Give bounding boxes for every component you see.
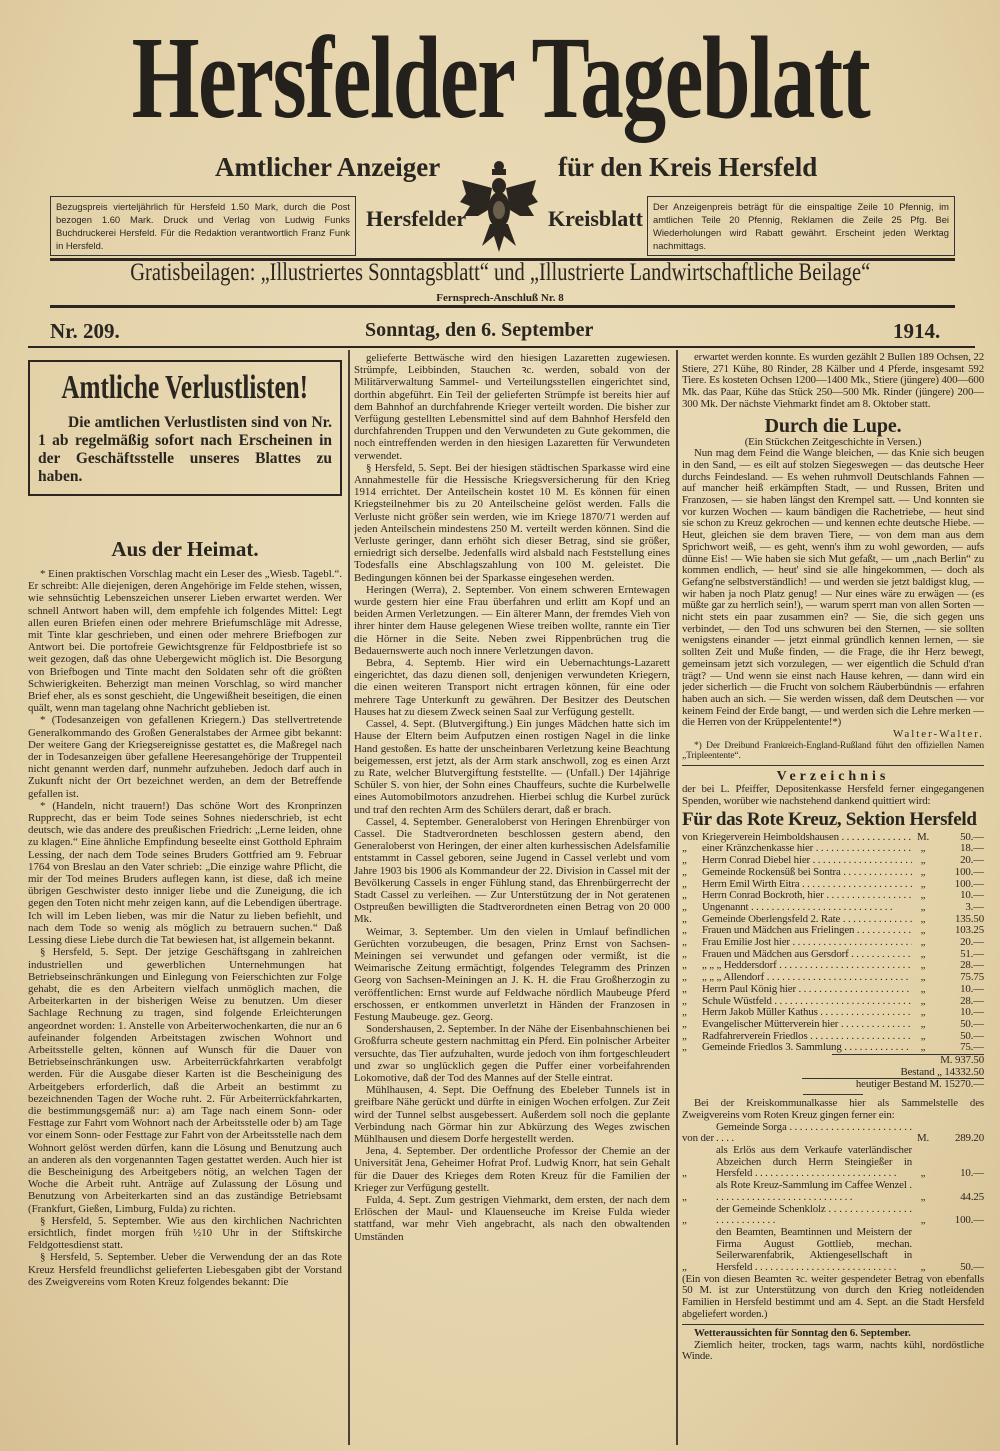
donation-amount: 50.— bbox=[960, 1261, 984, 1274]
donation-unit: „ bbox=[920, 854, 926, 867]
donation-unit: „ bbox=[920, 947, 926, 960]
donation-row bbox=[682, 1031, 984, 1043]
donation-row bbox=[682, 960, 984, 972]
donation-unit: „ bbox=[920, 1006, 926, 1019]
column-divider bbox=[348, 350, 350, 1445]
donation-prefix: „ bbox=[682, 1041, 687, 1054]
donation-name: als Rote Kreuz-Sammlung im Caffee Wenzel . . . bbox=[716, 1180, 912, 1203]
donation-name: Gemeinde Rockensüß bei Sontra . . . bbox=[702, 867, 912, 879]
list-title: Verzeichnis bbox=[776, 769, 890, 785]
subtitle-right: für den Kreis Hersfeld bbox=[558, 152, 818, 182]
donation-amount: 10.— bbox=[960, 1006, 984, 1019]
imperial-eagle-icon bbox=[458, 158, 540, 254]
balance: Bestand „ 14332.50 bbox=[900, 1065, 984, 1078]
donation-name: Gemeinde Sorga . . . bbox=[716, 1122, 912, 1145]
donation-prefix: „ bbox=[682, 924, 687, 937]
donation-name: Frauen und Mädchen aus Frielingen . . . bbox=[702, 925, 912, 937]
article-paragraph: Jena, 4. September. Der ordentliche Professor der Chemie an der Universität Jena, Geheimer Hofrat Prof. Ludwig Knorr, hat sein Gehalt für die Dauer des Krieges dem Roten Kreuz für die Familien der Krieger zur Verfügung gestellt. bbox=[354, 1145, 670, 1194]
article-paragraph: * (Todesanzeigen von gefallenen Kriegern.) Das stellvertretende Generalkommando des Großen Generalstabes der Armee gibt bekannt: Der weitere Gang der Kriegsereignisse gestattet es, die Maßregel nach der in Todesanzeigen über gefallene Heeresangehörige der Truppenteil nicht genannt werden darf, nunmehr aufzuheben. Jedoch darf auch in Zukunft nicht der Ort bezeichnet werden, an dem der Betreffende gefallen ist. bbox=[28, 714, 342, 800]
donation-name: „ „ „ Heddersdorf . . . bbox=[702, 960, 912, 972]
emblem-right-text: Kreisblatt bbox=[548, 206, 643, 231]
issue-date: Sonntag, den 6. September bbox=[365, 319, 594, 341]
article-paragraph: § Hersfeld, 5. Sept. Bei der hiesigen städtischen Sparkasse wird eine Annahmestelle für die Hessische Kriegsversicherung für den Krieg 1914 errichtet. Der Anteilschein kostet 10 M. Es können für einen Kriegsteilnehmer bis zu 20 Anteilscheine gelöst werden. Falls die Verluste nicht größer sein werden, wie im Kriege 1870/71 werden auf jeden Anteilschein mindestens 250 M. verteilt werden können. Sind die Verluste geringer, dann erhöht sich dieser Betrag, sind sie größer, erniedrigt sich derselbe. Jedenfalls wird alsbald nach Feststellung eines Todesfalls eine Abschlagszahlung von 100 M. geleistet. Die Bedingungen können bei der Sparkasse eingesehen werden. bbox=[354, 461, 670, 584]
donation-row bbox=[682, 937, 984, 949]
donation-amount: 75.— bbox=[960, 1041, 984, 1054]
column-3 bbox=[682, 352, 984, 1449]
donation-unit: „ bbox=[920, 1261, 926, 1274]
donation-prefix: „ bbox=[682, 971, 687, 984]
donation-unit: „ bbox=[920, 982, 926, 995]
donation-amount: 103.25 bbox=[954, 924, 984, 937]
donation-prefix: „ bbox=[682, 900, 687, 913]
donation-name: Frau Emilie Jost hier . . . bbox=[702, 937, 912, 949]
donation-prefix: „ bbox=[682, 854, 687, 867]
donation-row bbox=[682, 996, 984, 1008]
donation-prefix: „ bbox=[682, 865, 687, 878]
article-paragraph: § Hersfeld, 5. Sept. Der jetzige Geschäftsgang in zahlreichen industriellen und gewerblichen Unternehmungen hat Betriebseinschränkungen und Einlegung von Feierschichten zur Folge gehabt, die es den Arbeitern vielfach unmöglich machen, die Arbeiterkarten in der bisherigen Weise zu benutzen. Um dieser Sachlage Rechnung zu tragen, sind folgende Erleichterungen angeordnet worden: 1. Anstelle von Arbeiterwochenkarten, die nur an 6 aufeinander folgenden Arbeitstagen zwischen Wohnort und Arbeitsstelle gelten, können auf Wunsch für die Dauer von Betriebseinschränkungen usw. Arbeiterrückfahrkarten verabfolgt werden. Für die Ausgabe dieser Karten ist die Bescheinigung des Arbeitgebers erforderlich, daß die Arbeit an bestimmt zu bezeichnenden Tagen der Woche ruht. 2. Für Arbeiterrückfahrkarten, die bestimmungsgemäß nur: a) am Tage nach einem Sonn- oder Festtage zur Fahrt vom Wohnort nach der Arbeitsstelle oder b) am Tage vor einem Sonn- oder Festtage zur Fahrt von der Arbeitsstelle nach dem Wohnort gelöst werden dürfen, kann die Lösung und Benutzung auch an anderen als den vorgenannten Tagen gestattet werden. Auch hier ist die Bescheinigung des Arbeitgebers nötig, an welchen Tagen der Woche die Arbeit ruht. Anträge auf Zulassung der Lösung und Benutzung von Arbeiterkarten sind an das zuständige Betriebsamt (Frankfurt, Gießen, Limburg, Fulda) zu richten. bbox=[28, 946, 342, 1215]
donation-row bbox=[682, 855, 984, 867]
donation-unit: „ bbox=[920, 924, 926, 937]
donation-prefix: „ bbox=[682, 936, 687, 949]
donation-unit: „ bbox=[920, 912, 926, 925]
article-paragraph: § Hersfeld, 5. September. Ueber die Verwendung der an das Rote Kreuz Hersfeld freundlichst gelieferten Liebesgaben gibt der Vorstand des Zweigvereins vom Roten Kreuz folgendes bekannt: Die bbox=[28, 1251, 342, 1288]
donation-amount: 44.25 bbox=[960, 1190, 984, 1203]
donation-amount: 100.— bbox=[954, 865, 984, 878]
article-paragraph: § Hersfeld, 5. September. Wie aus den kirchlichen Nachrichten ersichtlich, findet morgen früh ½10 Uhr in der Stiftskirche Feldgottesdienst statt. bbox=[28, 1214, 342, 1252]
column-1 bbox=[28, 352, 342, 1449]
donation-prefix: „ bbox=[682, 1017, 687, 1030]
donation-unit: „ bbox=[920, 959, 926, 972]
rule bbox=[682, 1324, 984, 1326]
donation-unit: „ bbox=[920, 889, 926, 902]
current-balance: heutiger Bestand M. 15270.— bbox=[802, 1078, 984, 1091]
donation-amount: 10.— bbox=[960, 982, 984, 995]
donation-row bbox=[682, 1122, 984, 1145]
donation-name: einer Kränzchenkasse hier . . . bbox=[702, 843, 912, 855]
donation-name: Herrn Paul König hier . . . bbox=[702, 984, 912, 996]
article-paragraph: Heringen (Werra), 2. September. Von einem schweren Erntewagen wurde gestern hier eine Frau überfahren und erlitt am Kopf und an beiden Armen Verletzungen. — Ein älterer Mann, der fremdes Vieh von ihrer hinter dem Hause gelegenen Wiese treiben wollte, rannte ein Tier die Hörner in die Seite. Neben zwei Rippenbrüchen trug die Bedauernswerte auch noch innere Verletzungen davon. bbox=[354, 583, 670, 657]
donation-list bbox=[682, 832, 984, 1054]
donation-prefix: „ bbox=[682, 1214, 687, 1227]
donation-amount: 135.50 bbox=[954, 912, 984, 925]
donation-name: Evangelischer Mütterverein hier . . . bbox=[702, 1019, 912, 1031]
donation-unit: „ bbox=[920, 865, 926, 878]
rule bbox=[50, 305, 955, 308]
donation-name: Herrn Jakob Müller Kathus . . . bbox=[702, 1007, 912, 1019]
rule bbox=[682, 765, 984, 767]
donation-prefix: „ bbox=[682, 1190, 687, 1203]
donation-prefix: „ bbox=[682, 994, 687, 1007]
donation-row bbox=[682, 949, 984, 961]
advert-price-box: Der Anzeigenpreis beträgt für die einspaltige Zeile 10 Pfennig, im amtlichen Teile 20 Pfennig, Reklamen die Zeile 25 Pfg. Bei Wiederholungen wird Rabatt gewährt. Erscheint jeden Werktag nachmittags. bbox=[647, 196, 955, 256]
article-paragraph: Cassel, 4. September. Generaloberst von Heringen Ehrenbürger von Cassel. Die Stadtverordneten beschlossen gestern abend, den Generaloberst von Heringen, der einer alten kurhessischen Adelsfamilie entstammt in Cassel geboren, seine Jugend in Cassel verlebt und vom Jahre 1903 bis 1906 als Kommandeur der 22. Division in Cassel mit der Bevölkerung Cassels in enger Fühlung stand, das Ehrenbürgerrecht der Stadt Cassel zu verleihen. — Zur Unterstützung der in Not geratenen Ostpreußen bewilligten die Stadtverordneten einen Betrag von 20 000 Mk. bbox=[354, 815, 670, 926]
donation-name: „ „ „ Allendorf . . . bbox=[702, 972, 912, 984]
donation-unit: M. bbox=[916, 1132, 930, 1145]
donation-unit: „ bbox=[920, 994, 926, 1007]
donation-amount: 75.75 bbox=[960, 971, 984, 984]
donation-row bbox=[682, 1042, 984, 1054]
donation-row bbox=[682, 867, 984, 879]
donation-prefix: „ bbox=[682, 982, 687, 995]
poem-title: Durch die Lupe. bbox=[764, 414, 902, 437]
list-intro: der bei L. Pfeiffer, Depositenkasse Hersfeld ferner eingegangenen Spenden, worüber wie nachstehend dankend quittiert wird: bbox=[682, 783, 984, 807]
article-paragraph: * (Handeln, nicht trauern!) Das schöne Wort des Kronprinzen Rupprecht, das er beim Tode seines Sohnes niederschrieb, ist echt deutsch, wie das andere des preußischen Friedrich: „Lerne leiden, ohne zu klagen.“ Eine ähnliche Empfindung beseelte einst Gotthold Ephraim Lessing, der nach dem Tode seines Bruders Gottfried am 9. Februar 1764 von Breslau an den Vater schrieb: „Die einzige wahre Pflicht, die mir der Tod meines Bruders auflegen kann, ist diese, daß ich meine übrigen Geschwister desto inniger liebe und die Zuneigung, die ich gegen den Toten nicht mehr zeigen kann, auf die Lebendigen übertrage. Ich will im Leben lieben, was mir die Natur zu lieben befiehlt, und nach dem Tode so wenig als möglich zu betrauern suchen.“ Daß Lessing diese Liebe durch die Tat bewiesen hat, ist allgemein bekannt. bbox=[28, 799, 342, 947]
donation-unit: „ bbox=[920, 877, 926, 890]
article-paragraph: Sondershausen, 2. September. In der Nähe der Eisenbahnschienen bei Großfurra scheute gestern nachmittag ein Pferd. Ein polnischer Arbeiter versuchte, das Tier aufzuhalten, wurde jedoch von ihm fortgeschleudert und zwar so unglücklich gegen die Puffer einer vorbeifahrenden Lokomotive, daß der Tod des Mannes auf der Stelle eintrat. bbox=[354, 1023, 670, 1084]
donation-row bbox=[682, 1180, 984, 1203]
donation-name: Herrn Conrad Diebel hier . . . bbox=[702, 855, 912, 867]
donation-name: als Erlös aus dem Verkaufe vaterländischer Abzeichen durch Herrn Steingießer in Hersfeld . . . bbox=[716, 1145, 912, 1180]
donation-unit: „ bbox=[920, 936, 926, 949]
donation-row bbox=[682, 984, 984, 996]
issue-number: Nr. 209. bbox=[50, 319, 120, 343]
supplements-line: Gratisbeilagen: „Illustriertes Sonntagsblatt“ und „Illustrierte Landwirtschaftliche Beilage“ bbox=[129, 259, 871, 286]
donation-unit: „ bbox=[920, 1167, 926, 1180]
donation-row bbox=[682, 890, 984, 902]
subtitle-left: Amtlicher Anzeiger bbox=[215, 152, 441, 182]
donation-row bbox=[682, 832, 984, 844]
donation-row bbox=[682, 1227, 984, 1274]
rule bbox=[28, 346, 975, 348]
donation-name: Kriegerverein Heimboldshausen . . . bbox=[702, 832, 912, 844]
donation-amount: 51.— bbox=[960, 947, 984, 960]
donation-unit: M. bbox=[916, 830, 930, 843]
donation-unit: „ bbox=[920, 1190, 926, 1203]
donation-amount: 20.— bbox=[960, 854, 984, 867]
loss-lists-notice bbox=[28, 360, 342, 496]
donation-name: der Gemeinde Schenklolz . . . bbox=[716, 1204, 912, 1227]
donation-amount: 10.— bbox=[960, 1167, 984, 1180]
donation-prefix: „ bbox=[682, 1006, 687, 1019]
poem-author: Walter-Walter. bbox=[892, 728, 984, 741]
issue-year: 1914. bbox=[893, 319, 941, 343]
weather-text: Ziemlich heiter, trocken, tags warm, nachts kühl, nordöstliche Winde. bbox=[682, 1338, 984, 1363]
donation-amount: 50.— bbox=[960, 830, 984, 843]
list-heading: Für das Rote Kreuz, Sektion Hersfeld bbox=[682, 808, 977, 830]
subscription-box: Bezugspreis vierteljährlich für Hersfeld 1.50 Mark, durch die Post bezogen 1.60 Mark. Druck und Verlag von Ludwig Funks Buchdruckerei Hersfeld. Für die Redaktion verantwortlich Franz Funk in Hersfeld. bbox=[50, 196, 356, 256]
donation-row bbox=[682, 925, 984, 937]
subtotal: M. 937.50 bbox=[832, 1054, 984, 1067]
donation-prefix: von der bbox=[682, 1132, 714, 1145]
donation-prefix: „ bbox=[682, 1261, 687, 1274]
donation-prefix: „ bbox=[682, 1029, 687, 1042]
donation-amount: 20.— bbox=[960, 936, 984, 949]
article-paragraph: * Einen praktischen Vorschlag macht ein Leser des „Wiesb. Tagebl.“. Er schreibt: Alle diejenigen, deren Angehörige im Felde stehen, wissen, wie sehnsüchtig Lebenszeichen unserer Lieben erwartet werden. Wer schnell Antwort haben will, dem empfehle ich folgendes Mittel: Legt allen euren Briefen einen oder mehrere Briefumschläge mit Adresse, mit Tinte klar geschrieben, und einen oder mehrere Briefbogen zur Antwort bei. Die portofreie Gewichtsgrenze für Feldpostbriefe ist so weit gezogen, daß das ohne Uebergewicht möglich ist. Die Besorgung von Briefbogen und Tinte macht den Soldaten sehr oft die größten Schwierigkeiten. Beherzigt man meinen Vorschlag, so wird mancher Brief eher, als es sonst geschieht, die Ungewißheit beseitigen, die einen quält, wenn man tagelang ohne Nachricht geblieben ist. bbox=[28, 568, 342, 715]
donation-prefix: „ bbox=[682, 1167, 687, 1180]
kreis-intro: Bei der Kreiskommunalkasse hier als Sammelstelle des Zweigvereins vom Roten Kreuz gingen ferner ein: bbox=[682, 1097, 984, 1121]
article-paragraph: Weimar, 3. September. Um den vielen in Umlauf befindlichen Gerüchten vorzubeugen, die besagen, Prinz Ernst von Sachsen-Meiningen sei verwundet und gefangen oder vermißt, ist die Weimarische Zeitung ermächtigt, folgendes Telegramm des Prinzen Georg von Sachsen-Meiningen an J. K. H. die Frau Großherzogin zu veröffentlichen: Ernst wurde auf Feldwache nördlich Maubeuge Pferd erschossen, er entkommen unverletzt in Händen der Franzosen in Festung Maubeuge. gez. Georg. bbox=[354, 925, 670, 1023]
article-paragraph: Bebra, 4. Septemb. Hier wird ein Uebernachtungs-Lazarett eingerichtet, das dazu dienen soll, denjenigen verwundeten Kriegern, die einen weiteren Transport nicht ertragen können, für eine oder mehrere Tage Unterkunft zu gewähren. Der Besitzer des Deutschen Hauses hat zu diesem Zweck seinen Saal zur Verfügung gestellt. bbox=[354, 657, 670, 718]
kreis-note: (Ein von diesen Beamten ꝛc. weiter gespendeter Betrag von ebenfalls 50 M. ist zur Unterstützung von durch den Krieg notleidenden Familien in Hersfeld bestimmt und am 4. Sept. an die Stadt Hersfeld abgeliefert worden.) bbox=[682, 1272, 984, 1320]
donation-unit: „ bbox=[920, 842, 926, 855]
donation-unit: „ bbox=[920, 1214, 926, 1227]
donation-prefix: „ bbox=[682, 947, 687, 960]
donation-row bbox=[682, 972, 984, 984]
donation-name: Schule Wüstfeld . . . bbox=[702, 996, 912, 1008]
donation-amount: 3.— bbox=[965, 900, 984, 913]
article-list bbox=[354, 352, 670, 1243]
donation-amount: 18.— bbox=[960, 842, 984, 855]
masthead-title: Hersfelder Tageblatt bbox=[131, 12, 869, 143]
donation-row bbox=[682, 843, 984, 855]
donation-name: Herrn Conrad Bockroth, hier . . . bbox=[702, 890, 912, 902]
donation-row bbox=[682, 914, 984, 926]
notice-text: Die amtlichen Verlustlisten sind von Nr. 1 ab regelmäßig sofort nach Erscheinen in der Geschäftsstelle unseres Blattes zu haben. bbox=[38, 414, 332, 485]
poem-text: Nun mag dem Feind die Wange bleichen, — das Knie sich beugen in den Sand, — es eilt auf stolzen Siegeswegen — das deutsche Heer durchs Feindesland. — Es wehen ruhmvoll Deutschlands Fahnen — auf mancher heiß erkämpften Stadt, — und Russen, Briten und Franzosen, — sie haben längst den Krempel satt. — Und konnten sie vor kurzen Wochen — kaum bändigen die Rachetriebe, — heut sind sie schon zu Kreuz gekrochen — und kennen echte deutsche Hiebe. — Heut, gleichen sie dem braven Tiere, — von dem man aus dem Sprichwort weiß, — es geht, wenn's ihm zu wohl geworden, — aufs dünne Eis! — Wie haben sie sich Mut gefaßt, — um „nach Berlin“ zu kommen endlich, — heut' sind sie alle hingekommen, — doch als Gefang'ne selbstverständlich! — und werden sie jetzt baldigst klug, — wir haben ja noch Platz genug! — Nur eines wäre zu erwägen — (es müßte gar zu herrlich sein!), — warum sperrt man von allen Sorten — nicht stets ein paar zusammen ein? — Sie, die sich gegen uns verbindet, — den Tod uns schwuren bei den Sternen, — sie sollten wenigstens einander — jetzt einmal gründlich kennen lernen, — sie sollten Zeit und Muße finden, — die Frage, die ihr Herz bewegt, gemeinsam jetzt sich vorzulegen, — wer eigentlich die Schuld d'ran trägt? — Und wenn sie einst nach Hause kehren, — dann wird ein jeder sicherlich — die Frucht von solchem Räuberbündnis — erfahren haben auch an sich. — Sie werden wissen, daß dem Deutschen — vor keinem Feind der Erde bangt, — und werden sich die Lehre merken — die Herren von der Krüppelentente!*) bbox=[682, 447, 984, 729]
donation-amount: 28.— bbox=[960, 959, 984, 972]
donation-row bbox=[682, 902, 984, 914]
donation-amount: 289.20 bbox=[954, 1132, 984, 1145]
donation-amount: 50.— bbox=[960, 1017, 984, 1030]
donation-name: Gemeinde Oberlengsfeld 2. Rate . . . bbox=[702, 914, 912, 926]
donation-name: Herrn Emil Wirth Eitra . . . bbox=[702, 879, 912, 891]
donation-unit: „ bbox=[920, 900, 926, 913]
rule bbox=[803, 1094, 863, 1095]
donation-amount: 100.— bbox=[954, 877, 984, 890]
donation-row bbox=[682, 1007, 984, 1019]
phone-line: Fernsprech-Anschluß Nr. 8 bbox=[436, 292, 564, 304]
donation-name: Radfahrerverein Friedlos . . . bbox=[702, 1031, 912, 1043]
donation-prefix: von bbox=[682, 830, 698, 843]
donation-row bbox=[682, 1204, 984, 1227]
donation-prefix: „ bbox=[682, 912, 687, 925]
kreis-donation-list bbox=[682, 1122, 984, 1274]
poem-subtitle: (Ein Stückchen Zeitgeschichte in Versen.) bbox=[744, 435, 922, 448]
donation-unit: „ bbox=[920, 1029, 926, 1042]
article-list bbox=[28, 568, 342, 1288]
donation-prefix: „ bbox=[682, 889, 687, 902]
donation-row bbox=[682, 1145, 984, 1180]
article-paragraph: Mühlhausen, 4. Sept. Die Oeffnung des Ebeleber Tunnels ist in greifbare Nähe gerückt und dürfte in einigen Wochen erfolgen. Zur Zeit wird der Tunnel selbst ausgebessert. Außerdem soll noch die geplante Verbindung nach Görmar hin zur Abkürzung des Weges zwischen Mühlhausen und diesem Dorfe hergestellt werden. bbox=[354, 1084, 670, 1145]
donation-prefix: „ bbox=[682, 877, 687, 890]
section-title: Aus der Heimat. bbox=[111, 537, 259, 561]
donation-amount: 28.— bbox=[960, 994, 984, 1007]
article-paragraph: Cassel, 4. Sept. (Blutvergiftung.) Ein junges Mädchen hatte sich im Hause der Eltern beim Aufputzen einen rostigen Nagel in die linke Hand gestoßen. Es hatte der unscheinbaren Verletzung keine Beachtung beigemessen, erst jetzt, als der Arm stark anschwoll, zog es einen Arzt zu Rate, welcher Blutvergiftung feststellte. — (Unfall.) Der 14jährige Schüler S. von hier, der Sohn eines Chauffeurs, suchte die Kurbelwelle eines Automobilmotors anzudrehen. Hierbei schlug die Kurbel zurück und traf den rechten Arm des Schülers derart, daß er brach. bbox=[354, 718, 670, 816]
market-report: erwartet werden konnte. Es wurden gezählt 2 Bullen 189 Ochsen, 22 Stiere, 271 Kühe, 80 Rinder, 28 Kälber und 4 Pferde, insgesamt 592 Tiere. Es kosteten Ochsen 1200—1400 Mk., Stiere (jüngere) 400—600 Mk. das Paar, Kühe das Stück 250—500 Mk. Rinder (jüngere) 200—300 Mk. Der nächste Viehmarkt findet am 8. Oktober statt. bbox=[682, 352, 984, 410]
donation-amount: 100.— bbox=[954, 1214, 984, 1227]
notice-title: Amtliche Verlustlisten! bbox=[61, 369, 309, 406]
footnote: *) Der Dreibund Frankreich-England-Rußland führt den offiziellen Namen „Tripleentente“. bbox=[682, 740, 984, 762]
article-paragraph: Fulda, 4. Sept. Zum gestrigen Viehmarkt, dem ersten, der nach dem Erlöschen der Maul- und Klauenseuche im Kreise Fulda wieder stattfand, war mehr Vieh angebracht, als nach den obwaltenden Umständen bbox=[354, 1194, 670, 1243]
donation-name: Frauen und Mädchen aus Gersdorf . . . bbox=[702, 949, 912, 961]
donation-row bbox=[682, 879, 984, 891]
article-paragraph: gelieferte Bettwäsche wird den hiesigen Lazaretten zugewiesen. Strümpfe, Leibbinden, Stauchen ꝛc. werden, sobald von der Militärverwaltung Sammel- und Verteilungsstellen eingerichtet sind, dorthin abgeführt. Ein Teil der gelieferten Strümpfe ist bereits hier auf dem Bahnhof an durchfahrende Krieger verteilt worden. Die bisher zur Verfügung gestellten Lebensmittel sind auf dem Bahnhof Hersfeld den durchfahrenden Truppen und den Verwundeten zu Gute gekommen, die noch eintreffenden werden in den hiesigen Lazaretten für Verwundeten verwendet. bbox=[354, 352, 670, 462]
donation-unit: „ bbox=[920, 1017, 926, 1030]
weather-title: Wetteraussichten für Sonntag den 6. September. bbox=[694, 1327, 911, 1340]
donation-unit: „ bbox=[920, 1041, 926, 1054]
donation-prefix: „ bbox=[682, 842, 687, 855]
donation-name: Gemeinde Friedlos 3. Sammlung . . . bbox=[702, 1042, 912, 1054]
emblem-left-text: Hersfelder bbox=[366, 206, 467, 231]
column-divider bbox=[676, 350, 678, 1445]
donation-amount: 10.— bbox=[960, 889, 984, 902]
donation-row bbox=[682, 1019, 984, 1031]
donation-amount: 50.— bbox=[960, 1029, 984, 1042]
donation-unit: „ bbox=[920, 971, 926, 984]
donation-name: Ungenannt . . . bbox=[702, 902, 912, 914]
column-2 bbox=[354, 352, 670, 1449]
donation-name: den Beamten, Beamtinnen und Meistern der Firma August Gottlieb, mechan. Seilerwarenfabrik, Aktiengesellschaft in Hersfeld . . . bbox=[716, 1227, 912, 1274]
donation-prefix: „ bbox=[682, 959, 687, 972]
